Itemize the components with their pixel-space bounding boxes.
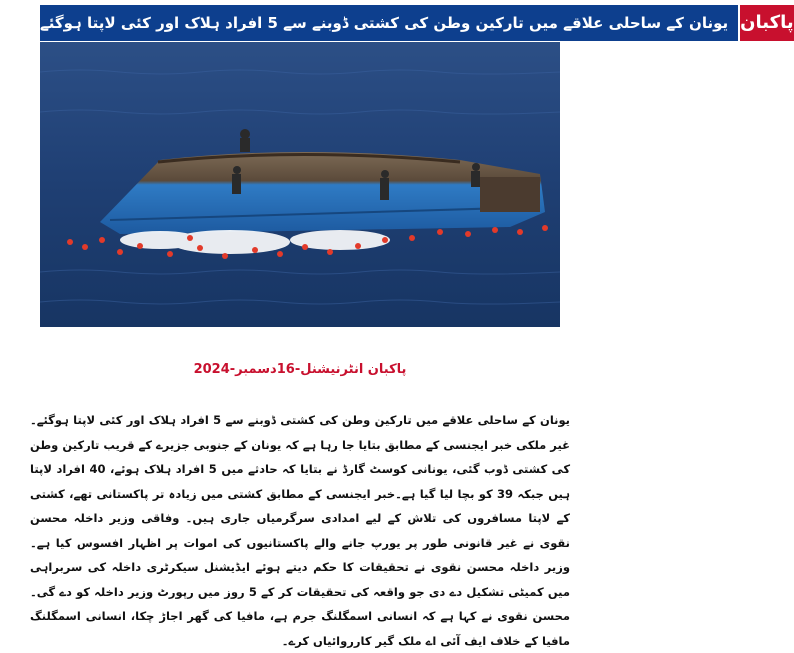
article-body: یونان کے ساحلی علاقے میں تارکین وطن کی کشتی ڈوبنے سے 5 افراد ہلاک اور کئی لاپتا ہوگئے۔غیر ملکی خبر ایجنسی کے مطابق بتایا جا رہا ہے کہ یونان کے جنوبی جزیرے کے قریب تارکین وطن کی کشتی ڈوب گئی، یونانی کوسٹ گارڈ نے بتایا کہ حادثے میں 5 افراد ہلاک ہوئے، 40 افراد لاپتا ہیں جبکہ 39 کو بچا لیا گیا ہے۔خبر ایجنسی کے مطابق کشتی میں زیادہ تر پاکستانی تھے، کشتی کے لاپتا مسافروں کی تلاش کے لیے امدادی سرگرمیاں جاری ہیں۔ وفاقی وزیر داخلہ محسن نقوی نے غیر قانونی طور پر یورپ جانے والے پاکستانیوں کی اموات پر اظہار افسوس کیا ہے۔وزیر داخلہ محسن نقوی نے تحقیقات کا حکم دیتے ہوئے ایڈیشنل سیکرٹری داخلہ کی سربراہی میں کمیٹی تشکیل دے دی جو واقعہ کی تحقیقات کر کے 5 روز میں رپورٹ وزیر داخلہ کو دے گی۔محسن نقوی نے کہا ہے کہ انسانی اسمگلنگ جرم ہے، مافیا کی گھر اجاڑ چکا، انسانی اسمگلنگ مافیا کے خلاف ایف آئی اے ملک گیر کارروائیاں کرے۔: [30, 413, 571, 648]
brand-logo: پاکبان: [738, 5, 793, 41]
header-bar: [40, 5, 794, 41]
dateline: پاکبان انٹرنیشنل-16دسمبر-2024: [193, 362, 407, 377]
headline: یونان کے ساحلی علاقے میں تارکین وطن کی کشتی ڈوبنے سے 5 افراد ہلاک اور کئی لاپتا ہوگئے: [40, 5, 738, 41]
capsized-boat-image: [40, 42, 560, 327]
news-photo: [40, 42, 560, 327]
